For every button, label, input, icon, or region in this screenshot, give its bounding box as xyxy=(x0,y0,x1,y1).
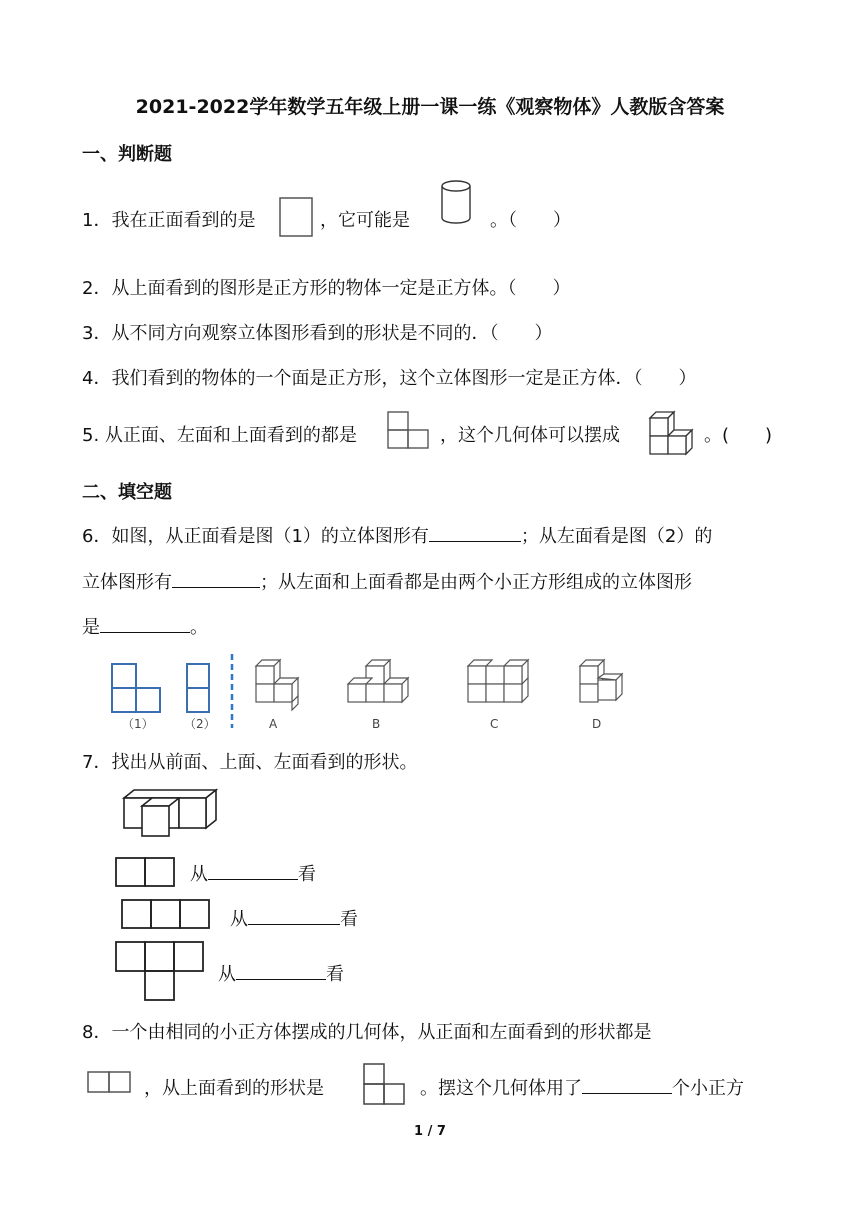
q7-from-2: 从 xyxy=(230,909,248,930)
figure-a-icon xyxy=(256,660,298,710)
section-heading-fill: 二、填空题 xyxy=(82,482,172,503)
q7-look-3: 看 xyxy=(326,964,344,985)
caption-2: （2） xyxy=(184,717,216,731)
figure-d-icon xyxy=(580,660,622,702)
question-7: 7．找出从前面、上面、左面看到的形状。 xyxy=(82,752,418,773)
q7-from-1: 从 xyxy=(190,864,208,885)
q6-text-1b: ；从左面看是图（2）的 xyxy=(520,526,713,547)
q7-answer-row-3 xyxy=(218,960,344,986)
view-1-icon xyxy=(112,664,160,712)
q7-look-1: 看 xyxy=(298,864,316,885)
q6-line-3 xyxy=(82,613,208,639)
q7-answer-row-2 xyxy=(230,905,358,931)
rectangle-figure-icon xyxy=(278,196,316,238)
q7-answer-blank-2[interactable] xyxy=(248,906,340,925)
q6-answer-blank-2[interactable] xyxy=(172,569,260,588)
q8-line-1: 8．一个由相同的小正方体摆成的几何体，从正面和左面看到的形状都是 xyxy=(82,1022,652,1043)
q8-text-b: 。摆这个几何体用了 xyxy=(420,1078,582,1099)
view-three-squares-icon xyxy=(120,898,212,930)
question-4: 4．我们看到的物体的一个面是正方形，这个立体图形一定是正方体．（ ） xyxy=(82,368,697,389)
q6-text-1a: 6．如图，从正面看是图（1）的立体图形有 xyxy=(82,526,429,547)
figure-c-icon xyxy=(468,660,528,702)
caption-b: B xyxy=(372,717,381,731)
caption-d: D xyxy=(592,717,602,731)
question-2: 2．从上面看到的图形是正方形的物体一定是正方体。（ ） xyxy=(82,278,571,299)
q7-answer-blank-3[interactable] xyxy=(236,961,326,980)
q1-text-c: 。（ ） xyxy=(490,210,571,231)
q8-line-2 xyxy=(420,1074,744,1100)
q7-answer-blank-1[interactable] xyxy=(208,861,298,880)
view-2-icon xyxy=(187,664,209,712)
q8-top-view-icon xyxy=(362,1062,408,1108)
q6-text-3b: 。 xyxy=(190,617,208,638)
q6-answer-blank-1[interactable] xyxy=(429,523,521,542)
q6-line-2 xyxy=(82,568,692,594)
cube-stack-icon xyxy=(648,410,696,454)
caption-a: A xyxy=(269,717,278,731)
q6-figure xyxy=(108,652,648,734)
cylinder-icon xyxy=(440,180,472,224)
q5-text-a: 5. 从正面、左面和上面看到的都是 xyxy=(82,425,357,446)
caption-c: C xyxy=(490,717,499,731)
view-two-squares-icon xyxy=(114,856,176,888)
q8-text-c: 个小正方 xyxy=(672,1078,744,1099)
question-1 xyxy=(82,206,255,232)
q8-answer-blank[interactable] xyxy=(582,1075,672,1094)
q7-from-3: 从 xyxy=(218,964,236,985)
figure-b-icon xyxy=(348,660,408,702)
page-number: 1 / 7 xyxy=(414,1124,446,1139)
q8-text-a: ，从上面看到的形状是 xyxy=(144,1078,324,1099)
question-3: 3．从不同方向观察立体图形看到的形状是不同的．（ ） xyxy=(82,323,553,344)
q5-text-b: ，这个几何体可以摆成 xyxy=(440,425,620,446)
q6-line-1 xyxy=(82,522,712,548)
l-shape-view-icon xyxy=(386,410,432,452)
q1-text-a: 1．我在正面看到的是 xyxy=(82,210,256,231)
q6-text-2b: ；从左面和上面看都是由两个小正方形组成的立体图形 xyxy=(260,572,692,593)
q1-text-b: ，它可能是 xyxy=(320,210,410,231)
q6-text-2a: 立体图形有 xyxy=(82,572,172,593)
q7-answer-row-1 xyxy=(190,860,316,886)
view-t-shape-icon xyxy=(114,940,206,1002)
q8-two-squares-icon xyxy=(86,1070,132,1096)
section-heading-judge: 一、判断题 xyxy=(82,144,172,165)
caption-1: （1） xyxy=(122,717,154,731)
document-title: 2021-2022学年数学五年级上册一课一练《观察物体》人教版含答案 xyxy=(135,96,725,118)
q6-answer-blank-3[interactable] xyxy=(100,614,190,633)
q5-text-c: 。( ) xyxy=(704,425,773,446)
q7-look-2: 看 xyxy=(340,909,358,930)
q7-cube-arrangement-icon xyxy=(120,786,226,838)
q6-text-3a: 是 xyxy=(82,617,100,638)
